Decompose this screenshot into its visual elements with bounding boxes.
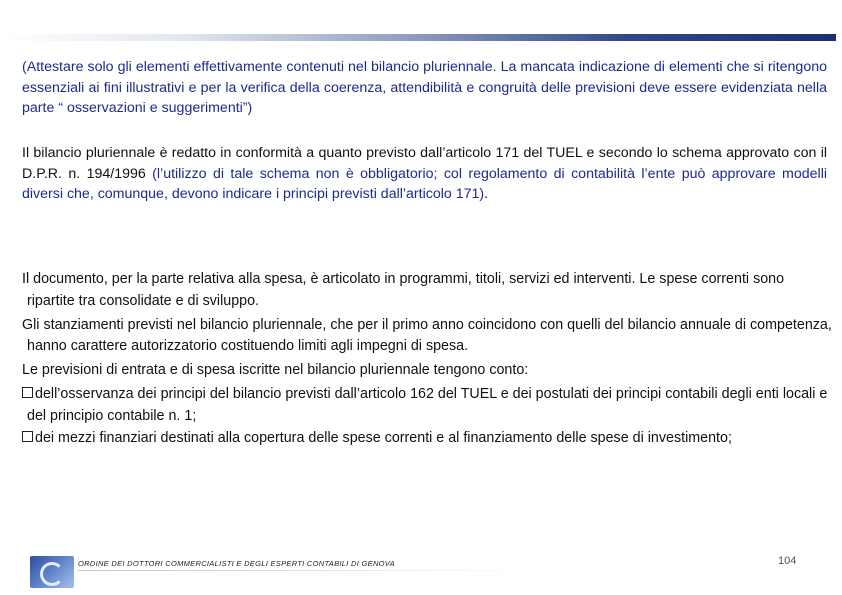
- list-item-text: dei mezzi finanziari destinati alla copertura delle spese correnti e al finanziamento delle spese di investimento;: [35, 429, 732, 446]
- list-item: [22, 428, 834, 450]
- body-paragraph-1: Il documento, per la parte relativa alla spesa, è articolato in programmi, titoli, servizi ed interventi. Le spese correnti sono ripartite tra consolidate e di sviluppo.: [22, 271, 785, 309]
- conformity-note: (l’utilizzo di tale schema non è obbligatorio; col regolamento di contabilità l’ente può approvare modelli diversi che, comunque, devono indicare i principi previsti dall’articolo 171): [22, 165, 828, 202]
- intro-text: (Attestare solo gli elementi effettivamente contenuti nel bilancio pluriennale. La mancata indicazione di elementi che si ritengono essenziali ai fini illustrativi e per la verifica della coerenza, attendibilità e congruità delle previsioni deve essere evidenziata nella parte “ osservazioni e suggerimenti”): [22, 59, 827, 116]
- checkbox-bullet-icon: [22, 431, 33, 442]
- list-item: [22, 384, 834, 428]
- odcec-logo-icon: [30, 556, 74, 588]
- conformity-paragraph: [22, 143, 827, 205]
- body-paragraph-2: Gli stanziamenti previsti nel bilancio pluriennale, che per il primo anno coincidono con quelli del bilancio annuale di competenza, hanno carattere autorizzatorio costituendo limiti agli impegni di spesa.: [22, 316, 832, 355]
- header-gradient-bar: [0, 34, 836, 41]
- checkbox-bullet-icon: [22, 387, 33, 398]
- list-item-text: dell’osservanza dei principi del bilancio previsti dall’articolo 162 del TUEL e dei postulati dei principi contabili degli enti locali e del principio contabile n. 1;: [27, 385, 828, 424]
- intro-instruction: [22, 57, 827, 119]
- conformity-end: .: [484, 186, 489, 202]
- page-number: 104: [778, 555, 797, 567]
- footer-divider: [78, 570, 538, 571]
- conformity-lead: Il bilancio pluriennale è redatto in conformità a quanto previsto dall’articolo 171 del TUEL e secondo lo schema approvato con il D.P.R. n. 194/1996: [22, 145, 827, 182]
- footer-organization: ORDINE DEI DOTTORI COMMERCIALISTI E DEGLI ESPERTI CONTABILI DI GENOVA: [78, 559, 396, 568]
- main-body: [22, 269, 834, 449]
- body-paragraph-3: Le previsioni di entrata e di spesa iscritte nel bilancio pluriennale tengono conto:: [22, 362, 529, 379]
- conformity-text: [22, 143, 827, 205]
